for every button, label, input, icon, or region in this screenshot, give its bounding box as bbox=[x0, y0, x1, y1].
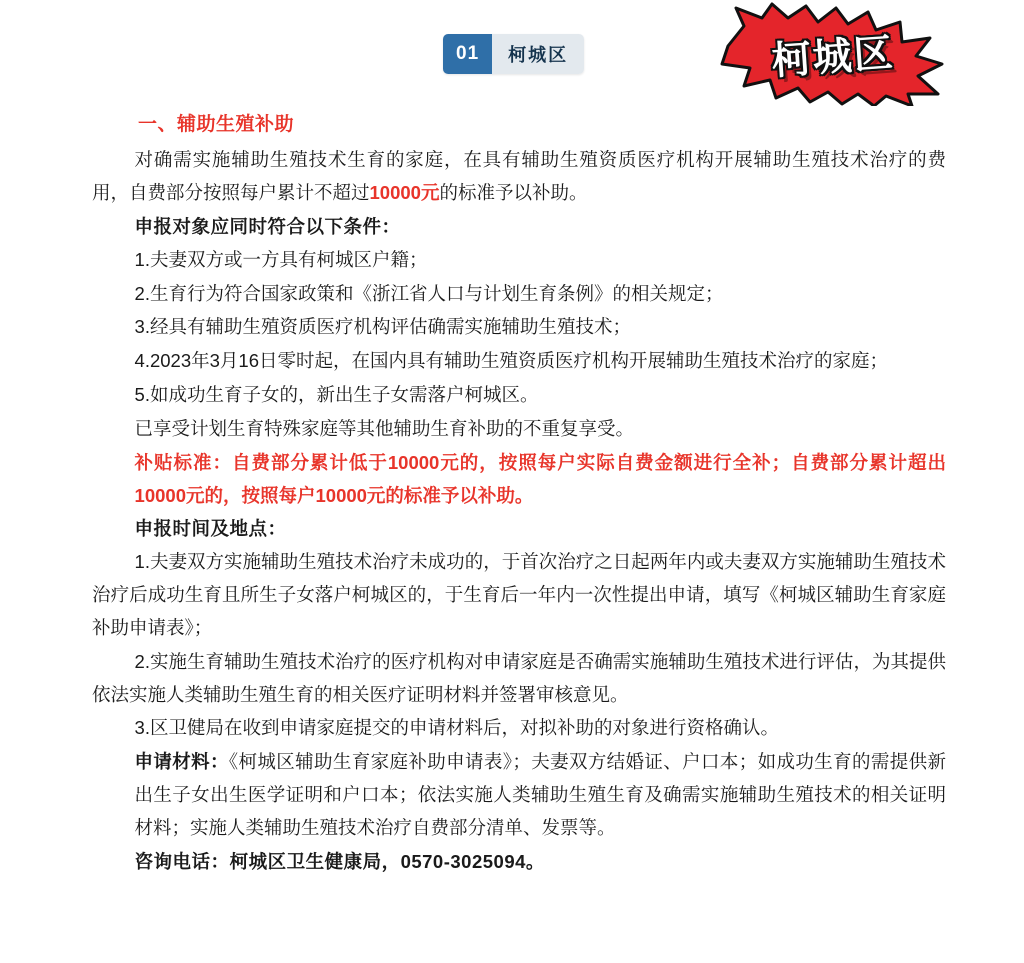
section-tag-number: 01 bbox=[443, 34, 492, 74]
page-header bbox=[0, 0, 1024, 108]
intro-after-amount: 的标准予以补助。 bbox=[439, 181, 588, 203]
intro-before-amount: 对确需实施辅助生殖技术生育的家庭，在具有辅助生殖资质医疗机构开展辅助生殖技术治疗的费用，自费部分按照每户累计不超过 bbox=[92, 148, 946, 203]
section-tag bbox=[443, 34, 584, 74]
condition-item-5: 5.如成功生育子女的，新出生子女需落户柯城区。 bbox=[134, 384, 539, 406]
phone-label: 咨询电话： bbox=[134, 851, 230, 873]
condition-note: 已享受计划生育特殊家庭等其他辅助生育补助的不重复享受。 bbox=[134, 418, 635, 440]
apply-item-3: 3.区卫健局在收到申请家庭提交的申请材料后，对拟补助的对象进行资格确认。 bbox=[134, 717, 779, 739]
intro-amount: 10000元 bbox=[369, 181, 440, 203]
intro-paragraph bbox=[92, 144, 946, 210]
contact-paragraph bbox=[92, 846, 946, 879]
section-heading: 一、辅助生殖补助 bbox=[138, 114, 295, 135]
apply-title: 申报时间及地点： bbox=[134, 517, 287, 539]
phone-number: 柯城区卫生健康局，0570-3025094。 bbox=[229, 851, 545, 873]
section-tag-name: 柯城区 bbox=[492, 34, 584, 74]
materials-label: 申请材料： bbox=[134, 751, 229, 773]
materials-text: 《柯城区辅助生育家庭补助申请表》；夫妻双方结婚证、户口本；如成功生育的需提供新出生子女出生医学证明和户口本；依法实施人类辅助生殖生育及确需实施辅助生殖技术的相关证明材料；实施人类辅助生殖技术治疗自费部分清单、发票等。 bbox=[134, 751, 946, 839]
apply-item-1: 1.夫妻双方实施辅助生殖技术治疗未成功的，于首次治疗之日起两年内或夫妻双方实施辅助生殖技术治疗后成功生育且所生子女落户柯城区的，于生育后一年内一次性提出申请，填写《柯城区辅助生育家庭补助申请表》； bbox=[92, 550, 946, 638]
conditions-title: 申报对象应同时符合以下条件： bbox=[134, 215, 401, 237]
document-body bbox=[0, 108, 1024, 879]
apply-item-2: 2.实施生育辅助生殖技术治疗的医疗机构对申请家庭是否确需实施辅助生殖技术进行评估，为其提供依法实施人类辅助生殖生育的相关医疗证明材料并签署审核意见。 bbox=[92, 650, 946, 705]
condition-item-1: 1.夫妻双方或一方具有柯城区户籍； bbox=[134, 248, 428, 270]
condition-item-3: 3.经具有辅助生殖资质医疗机构评估确需实施辅助生殖技术； bbox=[134, 316, 631, 338]
subsidy-standard: 补贴标准：自费部分累计低于10000元的，按照每户实际自费金额进行全补；自费部分累计超出10000元的，按照每户10000元的标准予以补助。 bbox=[134, 452, 946, 507]
condition-item-4: 4.2023年3月16日零时起，在国内具有辅助生殖资质医疗机构开展辅助生殖技术治疗的家庭； bbox=[134, 350, 889, 372]
comic-burst-badge bbox=[718, 2, 948, 106]
materials-paragraph bbox=[92, 746, 946, 845]
burst-label: 柯城区 bbox=[770, 30, 897, 85]
condition-item-2: 2.生育行为符合国家政策和《浙江省人口与计划生育条例》的相关规定； bbox=[134, 282, 724, 304]
